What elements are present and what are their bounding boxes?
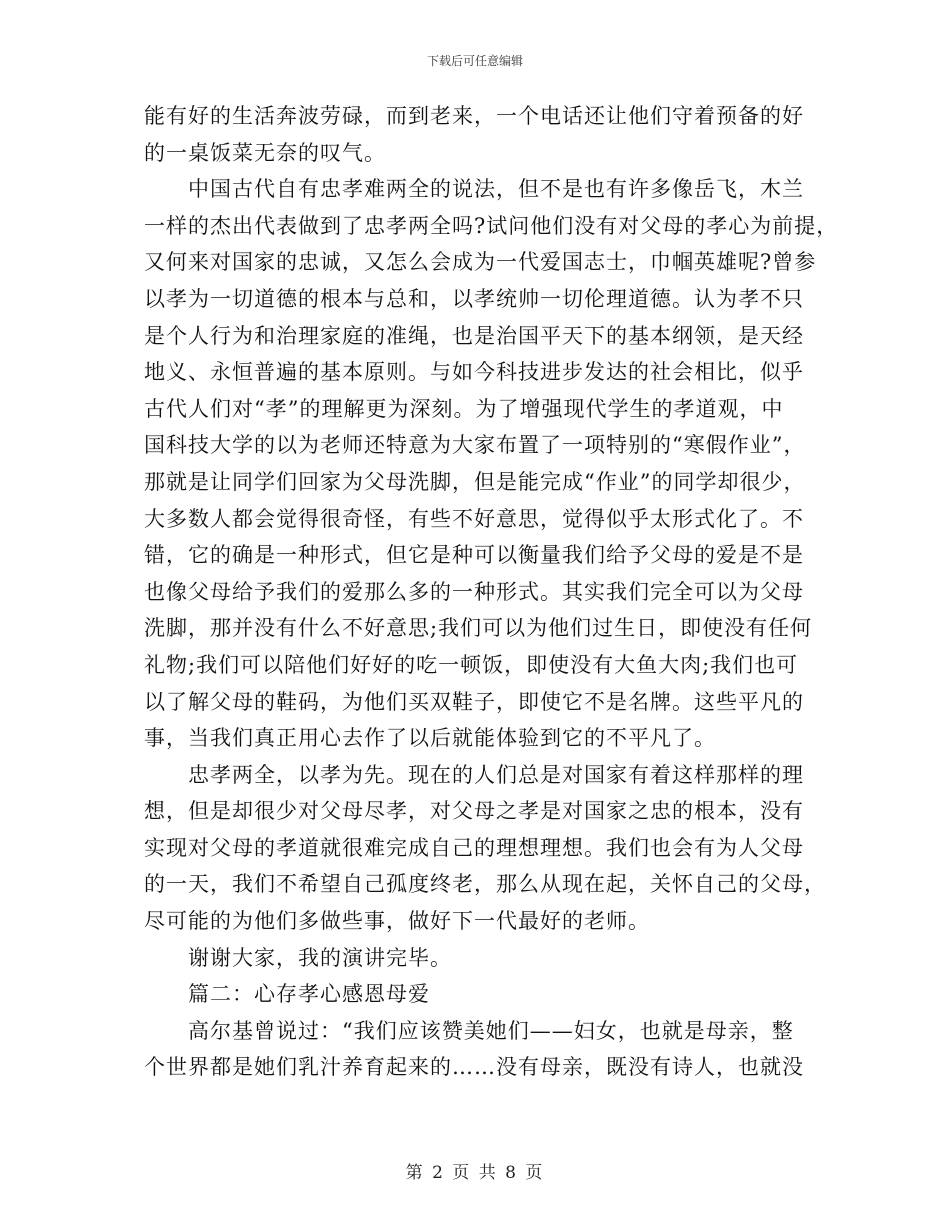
text-line: 以孝为一切道德的根本与总和，以孝统帅一切伦理道德。认为孝不只 [144, 286, 804, 311]
text-line: 忠孝两全，以孝为先。现在的人们总是对国家有着这样那样的理 [188, 762, 804, 787]
text-line: 那就是让同学们回家为父母洗脚，但是能完成“作业”的同学却很少， [144, 469, 806, 494]
text-line: 中国古代自有忠孝难两全的说法，但不是也有许多像岳飞，木兰 [188, 177, 804, 202]
text-line: 一样的杰出代表做到了忠孝两全吗?试问他们没有对父母的孝心为前提， [144, 213, 839, 238]
text-line: 事，当我们真正用心去作了以后就能体验到它的不平凡了。 [144, 726, 716, 751]
text-line: 国科技大学的以为老师还特意为大家布置了一项特别的“寒假作业”， [144, 433, 806, 458]
text-line: 的一桌饭菜无奈的叹气。 [144, 140, 386, 165]
text-line: 又何来对国家的忠诚，又怎么会成为一代爱国志士，巾帼英雄呢?曾参 [144, 250, 817, 275]
text-line: 能有好的生活奔波劳碌，而到老来，一个电话还让他们守着预备的好 [144, 104, 804, 128]
page-header: 下载后可任意编辑 [426, 54, 523, 68]
text-line: 高尔基曾说过：“我们应该赞美她们——妇女，也就是母亲，整 [188, 1018, 794, 1043]
text-line: 谢谢大家，我的演讲完毕。 [188, 945, 452, 970]
text-line: 实现对父母的孝道就很难完成自己的理想理想。我们也会有为人父母 [144, 835, 804, 860]
text-line: 错，它的确是一种形式，但它是种可以衡量我们给予父母的爱是不是 [144, 543, 804, 568]
text-line: 礼物;我们可以陪他们好好的吃一顿饭，即使没有大鱼大肉;我们也可 [144, 652, 799, 677]
text-line: 地义、永恒普遍的基本原则。与如今科技进步发达的社会相比，似乎 [144, 360, 804, 385]
text-line: 以了解父母的鞋码，为他们买双鞋子，即使它不是名牌。这些平凡的 [144, 689, 804, 714]
text-line: 是个人行为和治理家庭的准绳，也是治国平天下的基本纲领，是天经 [144, 323, 804, 348]
text-line: 篇二：心存孝心感恩母爱 [188, 982, 430, 1007]
text-line: 也像父母给予我们的爱那么多的一种形式。其实我们完全可以为父母 [144, 579, 804, 604]
text-line: 洗脚，那并没有什么不好意思;我们可以为他们过生日，即使没有任何 [144, 616, 813, 641]
text-line: 大多数人都会觉得很奇怪，有些不好意思，觉得似乎太形式化了。不 [144, 506, 804, 531]
text-line: 个世界都是她们乳汁养育起来的……没有母亲，既没有诗人，也就没 [144, 1055, 804, 1080]
text-line: 想，但是却很少对父母尽孝，对父母之孝是对国家之忠的根本，没有 [144, 799, 804, 824]
text-line: 的一天，我们不希望自己孤度终老，那么从现在起，关怀自己的父母， [144, 872, 826, 897]
text-line: 尽可能的为他们多做些事，做好下一代最好的老师。 [144, 909, 650, 934]
text-line: 古代人们对“孝”的理解更为深刻。为了增强现代学生的孝道观，中 [144, 396, 784, 421]
page-footer: 第 2 页 共 8 页 [405, 1163, 545, 1183]
document-body [144, 98, 839, 1086]
